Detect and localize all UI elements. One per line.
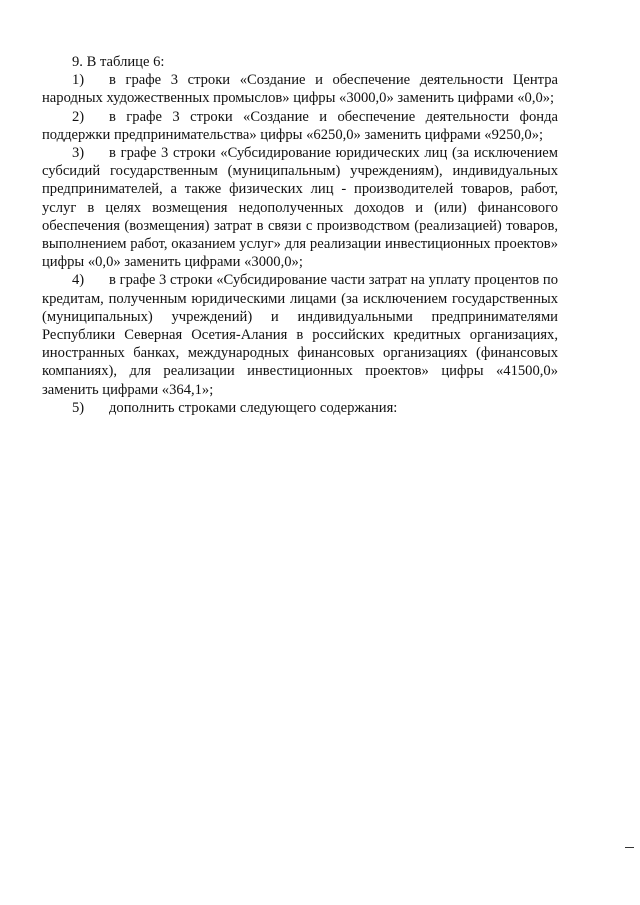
list-item <box>42 144 558 271</box>
list-item-text: дополнить строками следующего содержания: <box>109 399 398 416</box>
document-body <box>42 53 558 417</box>
list-item-text: в графе 3 строки «Субсидирование юридических лиц (за исключением субсидий государственным (муниципальным) учреждениям), индивидуальных предпринимателей, а также физических лиц - производителей товаров, работ, услуг в целях возмещения недополученных доходов и (или) финансового обеспечения (возмещения) затрат в связи с производством (реализацией) товаров, выполнением работ, оказанием услуг» для реализации инвестиционных проектов» цифры «0,0» заменить цифрами «3000,0»; <box>42 145 558 271</box>
list-item <box>42 108 558 144</box>
list-item-number: 2) <box>72 108 85 125</box>
list-item-number: 1) <box>72 72 85 89</box>
list-item <box>42 271 558 398</box>
list-item <box>42 399 558 417</box>
scan-edge-mark <box>625 847 634 848</box>
list-item-text: в графе 3 строки «Субсидирование части затрат на уплату процентов по кредитам, полученным юридическими лицами (за исключением государственных (муниципальных) учреждений) и индивидуальными предпринимателями Республики Северная Осетия-Алания в российских кредитных организациях, иностранных банках, международных финансовых организациях (финансовых компаниях), для реализации инвестиционных проектов» цифры «41500,0» заменить цифрами «364,1»; <box>42 272 558 398</box>
section-heading: 9. В таблице 6: <box>72 54 165 70</box>
list-item <box>42 71 558 107</box>
list-item-number: 5) <box>72 399 85 416</box>
list-item-text: в графе 3 строки «Создание и обеспечение деятельности фонда поддержки предпринимательства» цифры «6250,0» заменить цифрами «9250,0»; <box>42 108 558 143</box>
list-item-number: 3) <box>72 145 85 162</box>
list-item-number: 4) <box>72 272 85 289</box>
list-item-text: в графе 3 строки «Создание и обеспечение деятельности Центра народных художественных промыслов» цифры «3000,0» заменить цифрами «0,0»; <box>42 72 558 107</box>
